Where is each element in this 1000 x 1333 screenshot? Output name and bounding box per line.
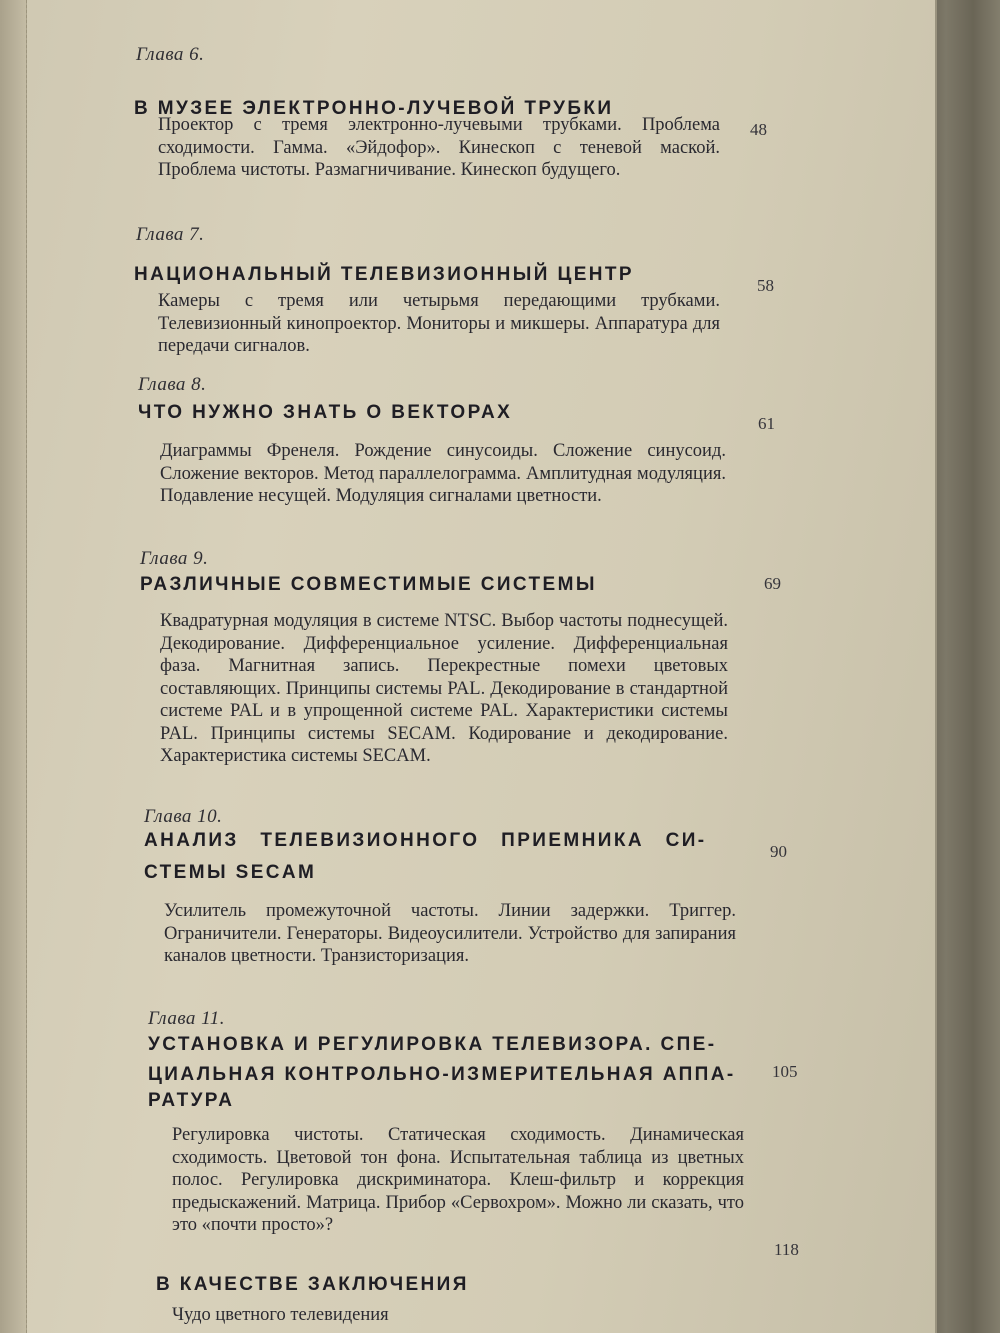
page-number: 69 — [764, 574, 781, 593]
chapter-label: Глава 7. — [136, 224, 205, 245]
chapter-label: Глава 10. — [144, 806, 223, 827]
chapter-label: Глава 6. — [136, 44, 205, 65]
chapter-title: РАЗЛИЧНЫЕ СОВМЕСТИМЫЕ СИСТЕМЫ — [140, 574, 597, 595]
chapter-description: Чудо цветного телевидения — [172, 1305, 389, 1325]
chapter-description: Квадратурная модуляция в системе NTSC. Выбор частоты поднесущей. Декодирование. Дифференциальное усиление. Дифференциальная фаза. Магнитная запись. Перекрестные помехи цветовых составляющих. Принципы системы PAL. Декодирование в стандартной системе PAL и в упрощенной системе PAL. Характеристики системы PAL. Принципы системы SECAM. Кодирование и декодирование. Характеристика системы SECAM. — [160, 611, 728, 766]
page-number: 48 — [750, 120, 767, 139]
page-number: 61 — [758, 414, 775, 433]
chapter-title: НАЦИОНАЛЬНЫЙ ТЕЛЕВИЗИОННЫЙ ЦЕНТР — [134, 264, 635, 285]
chapter-label: Глава 9. — [140, 548, 209, 569]
chapter-description: Диаграммы Френеля. Рождение синусоиды. Сложение синусоид. Сложение векторов. Метод параллелограмма. Амплитудная модуляция. Подавление несущей. Модуляция сигналами цветности. — [160, 441, 726, 506]
page-edge — [0, 0, 27, 1333]
chapter-title: РАТУРА — [148, 1090, 235, 1111]
chapter-title: СТЕМЫ SECAM — [144, 862, 317, 883]
chapter-title: ЦИАЛЬНАЯ КОНТРОЛЬНО-ИЗМЕРИТЕЛЬНАЯ АППА- — [148, 1064, 736, 1085]
chapter-title: В КАЧЕСТВЕ ЗАКЛЮЧЕНИЯ — [156, 1274, 469, 1295]
chapter-description: Усилитель промежуточной частоты. Линии задержки. Триггер. Ограничители. Генераторы. Видеоусилители. Устройство для запирания каналов цветности. Транзисторизация. — [164, 901, 736, 966]
chapter-title: АНАЛИЗ ТЕЛЕВИЗИОННОГО ПРИЕМНИКА СИ- — [144, 830, 707, 851]
chapter-title: УСТАНОВКА И РЕГУЛИРОВКА ТЕЛЕВИЗОРА. СПЕ- — [148, 1034, 717, 1055]
page-number: 90 — [770, 842, 787, 861]
page-number: 118 — [774, 1240, 799, 1259]
page-number: 58 — [757, 276, 774, 295]
chapter-title: ЧТО НУЖНО ЗНАТЬ О ВЕКТОРАХ — [138, 402, 513, 423]
chapter-description: Регулировка чистоты. Статическая сходимость. Динамическая сходимость. Цветовой тон фона. Испытательная таблица из цветных полос. Регулировка дискриминатора. Клеш-фильтр и коррекция предыскажений. Матрица. Прибор «Сервохром». Можно ли сказать, что это «почти просто»? — [172, 1125, 744, 1235]
chapter-label: Глава 8. — [138, 374, 207, 395]
chapter-title: В МУЗЕЕ ЭЛЕКТРОННО-ЛУЧЕВОЙ ТРУБКИ — [134, 98, 614, 119]
chapter-label: Глава 11. — [148, 1008, 226, 1029]
page-number: 105 — [772, 1062, 798, 1081]
chapter-description: Камеры с тремя или четырьмя передающими трубками. Телевизионный кинопроектор. Мониторы и микшеры. Аппаратура для передачи сигналов. — [158, 291, 720, 356]
chapter-description: Проектор с тремя электронно-лучевыми трубками. Проблема сходимости. Гамма. «Эйдофор». Кинескоп с теневой маской. Проблема чистоты. Размагничивание. Кинескоп будущего. — [158, 115, 720, 180]
